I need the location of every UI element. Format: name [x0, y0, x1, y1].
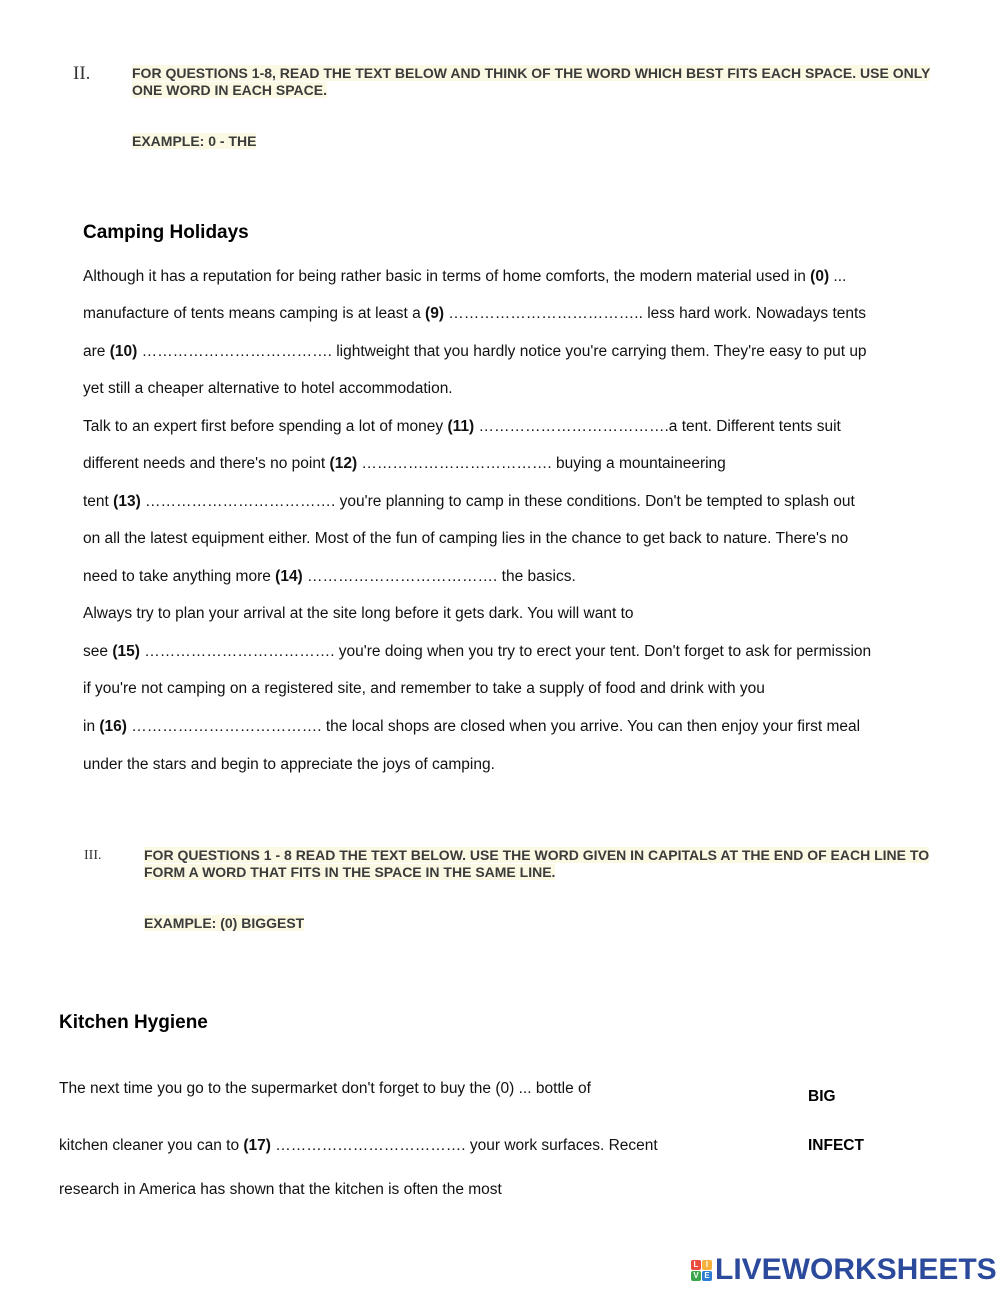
gap-number: (10): [109, 343, 138, 360]
text-segment: Although it has a reputation for being rather basic in terms of home comforts, the modern material used in: [83, 268, 811, 285]
gap-number: (13): [113, 493, 141, 510]
gap-blank[interactable]: ………………………………. you're planning to camp in these conditions. Don't be tempted to splash out: [140, 493, 855, 510]
section-2-instruction: [132, 65, 942, 99]
gap-number: (17): [243, 1137, 271, 1154]
section-3-example: [144, 915, 304, 932]
gap-blank[interactable]: ………………………………. you're doing when you try to erect your tent. Don't forget to ask for permission: [139, 643, 872, 660]
text-segment: see: [83, 643, 113, 660]
gap-number: (16): [99, 718, 127, 735]
section-2-example: [132, 133, 256, 150]
text-segment: on all the latest equipment either. Most of the fun of camping lies in the chance to get back to nature. There's no: [83, 530, 849, 547]
section-3-example-text: EXAMPLE: (0) BIGGEST: [144, 915, 305, 931]
text-line: [83, 530, 848, 548]
gap-blank[interactable]: ...: [829, 268, 847, 285]
text-line: [83, 455, 726, 473]
text-line: [59, 1137, 658, 1155]
text-segment: tent: [83, 493, 114, 510]
text-segment: need to take anything more: [83, 568, 276, 585]
text-segment: if you're not camping on a registered site, and remember to take a supply of food and drink with you: [83, 680, 765, 697]
text-segment: research in America has shown that the kitchen is often the most: [59, 1181, 502, 1198]
logo-icon-letter: V: [691, 1271, 701, 1281]
gap-blank[interactable]: ………………………………. buying a mountaineering: [357, 455, 726, 472]
liveworksheets-logo: [691, 1255, 997, 1285]
liveworksheets-logo-icon: [691, 1260, 712, 1281]
text-line: [83, 680, 765, 698]
keyword: BIG: [808, 1088, 836, 1105]
gap-blank[interactable]: ………………………………. the local shops are closed when you arrive. You can then enjoy your first meal: [126, 718, 861, 735]
text-segment: The next time you go to the supermarket don't forget to buy the (0) ... bottle of: [59, 1080, 591, 1097]
text-line: [83, 268, 846, 286]
gap-number: (14): [275, 568, 303, 585]
section-3-instruction-text: FOR QUESTIONS 1 - 8 READ THE TEXT BELOW. USE THE WORD GIVEN IN CAPITALS AT THE END OF EACH LINE TO FORM A WORD THAT FITS IN THE SPACE IN THE SAME LINE.: [144, 847, 930, 880]
logo-icon-letter: E: [702, 1271, 712, 1281]
text-line: [83, 568, 576, 586]
gap-blank[interactable]: ……………………………….a tent. Different tents suit: [474, 418, 841, 435]
section-2-numeral: II.: [73, 63, 91, 84]
camping-title: Camping Holidays: [83, 222, 249, 243]
text-segment: Always try to plan your arrival at the site long before it gets dark. You will want to: [83, 605, 634, 622]
section-3-numeral: III.: [84, 848, 102, 863]
gap-blank[interactable]: ………………………………. lightweight that you hardly notice you're carrying them. They're easy to put up: [137, 343, 867, 360]
text-segment: in: [83, 718, 100, 735]
text-line: [83, 643, 871, 661]
text-segment: yet still a cheaper alternative to hotel accommodation.: [83, 380, 453, 397]
gap-number: (12): [329, 455, 358, 472]
gap-number: (11): [447, 418, 475, 435]
text-segment: Talk to an expert first before spending a lot of money: [83, 418, 448, 435]
text-line: [83, 343, 867, 361]
gap-number: (9): [425, 305, 444, 322]
section-3-instruction: [144, 847, 934, 881]
gap-blank[interactable]: ………………………………. the basics.: [302, 568, 576, 585]
text-line: [83, 305, 866, 323]
text-segment: manufacture of tents means camping is at least a: [83, 305, 426, 322]
logo-icon-letter: L: [691, 1260, 701, 1270]
text-line: [59, 1080, 591, 1098]
keyword: INFECT: [808, 1137, 864, 1154]
liveworksheets-logo-text: LIVEWORKSHEETS: [715, 1253, 997, 1286]
text-line: [83, 718, 860, 736]
gap-blank[interactable]: ………………………………. your work surfaces. Recent: [270, 1137, 658, 1154]
text-segment: are: [83, 343, 110, 360]
section-2-example-text: EXAMPLE: 0 - THE: [132, 133, 257, 149]
text-line: [83, 756, 495, 774]
gap-number: (15): [112, 643, 140, 660]
text-line: [83, 418, 841, 436]
text-line: [59, 1181, 502, 1199]
text-segment: different needs and there's no point: [83, 455, 330, 472]
section-2-instruction-text: FOR QUESTIONS 1-8, READ THE TEXT BELOW AND THINK OF THE WORD WHICH BEST FITS EACH SPACE. USE ONLY ONE WORD IN EACH SPACE.: [132, 65, 931, 98]
text-segment: kitchen cleaner you can to: [59, 1137, 244, 1154]
text-line: [83, 605, 634, 623]
text-line: [83, 493, 855, 511]
kitchen-title: Kitchen Hygiene: [59, 1012, 208, 1033]
logo-icon-letter: I: [702, 1260, 712, 1270]
text-line: [83, 380, 453, 398]
gap-number: (0): [810, 268, 830, 285]
text-segment: under the stars and begin to appreciate the joys of camping.: [83, 756, 495, 773]
gap-blank[interactable]: ……………………………….. less hard work. Nowadays tents: [444, 305, 867, 322]
